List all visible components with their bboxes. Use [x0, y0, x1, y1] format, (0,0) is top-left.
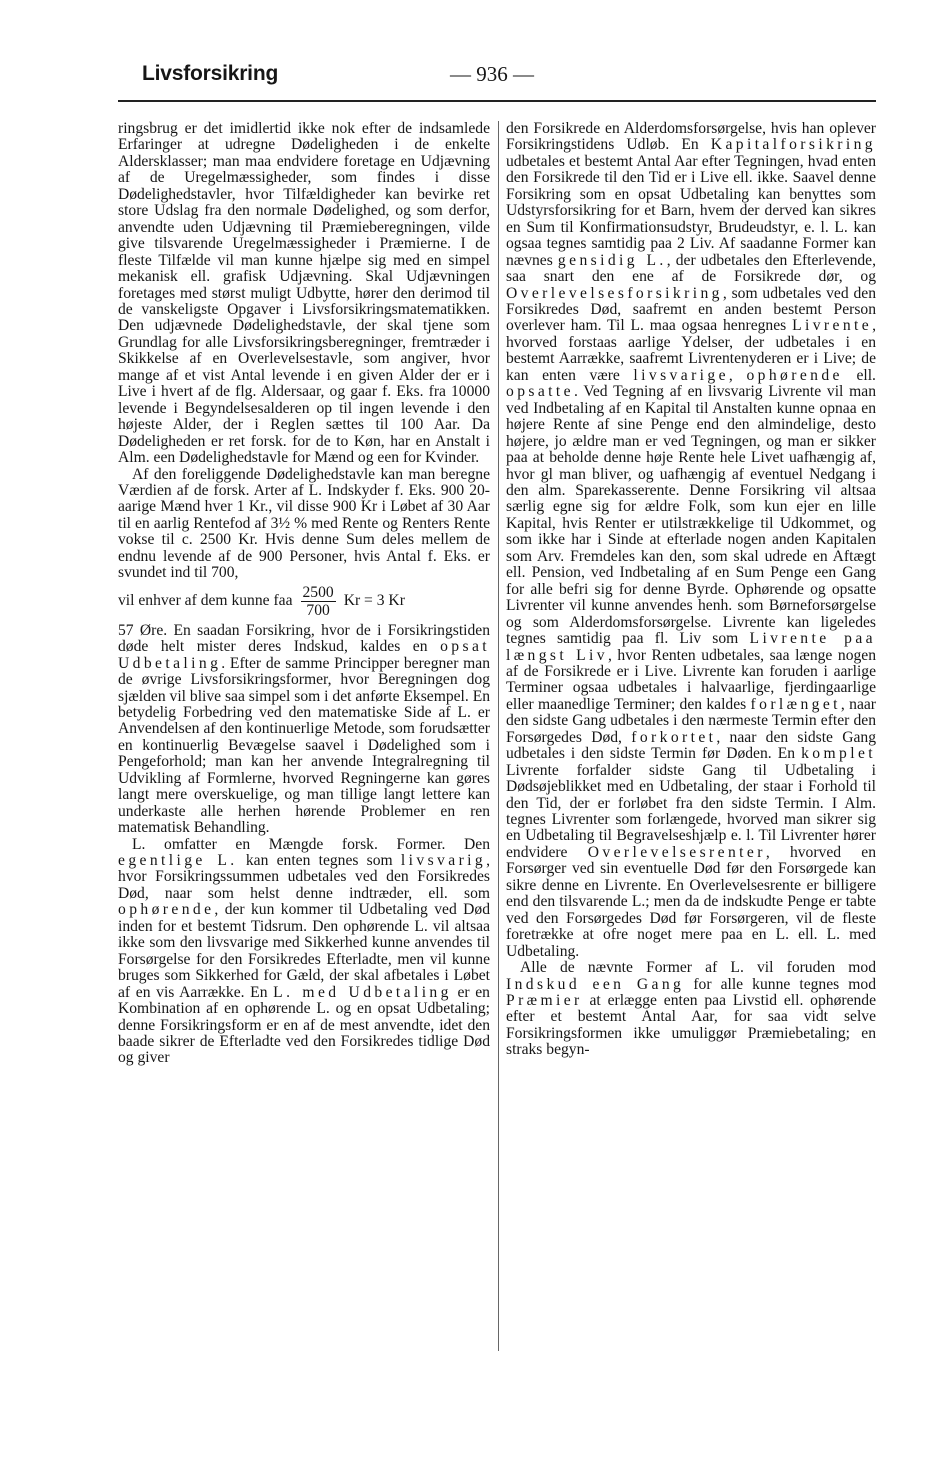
spaced-term: Livrente [792, 317, 873, 335]
paragraph-text: , hvorved forstaas aarlige Ydelser, der udbetales i en bestemt Aarrække, saafremt Livrentenyderen er i Live; de kan enten være [506, 317, 876, 384]
paragraph-text: udbetales et bestemt Antal Aar efter Tegningen, hvad enten den Forsikrede til den Tid er i Live ell. ikke. Saavel denne Forsikring som en opsat Udbetaling kan benyttes som Udstyrsforsikring for et Barn, hvem der derved kan sikres en Sum til Konfirmationsudstyr, Brudeudstyr, e. l. L. kan ogsaa tegnes samtidig paa 2 Liv. Af saadanne Former kan nævnes [506, 152, 876, 269]
column-divider [498, 121, 499, 1351]
paragraph-text: . Ved Tegning af en livsvarig Livrente vil man ved Indbetaling af en Kapital til Anstalten kunne opnaa en højere Rente af sine Penge end den almindelige, desto højere, jo ældre man er ved Tegningen, og man er sikker paa at beholde denne høje Rente hele Livet uafhængig af, hvor gl man bliver, og uafhængig af eventuel Nedgang i den alm. Sparekasserente. Denne Forsikring vil altsaa særlig egne sig for ældre Folk, som kun ejer en lille Kapital, hvis Renter er utilstrækkelige til Udkommet, og som ikke har i Sinde at efterlade nogen anden Kapitalen som Arv. Fremdeles kan den, som skal udrede en Aftægt ell. Pension, ved Indbetaling af en Sum Penge een Gang for alle befri sig for denne Byrde. Ophørende og opsatte Livrenter vil kunne anvendes henh. som Børneforsørgelse og som Alderdomsforsørgelse. Livrente kan ligeledes tegnes samtidig paa fl. Liv som [506, 383, 876, 648]
paragraph-text: at erlægge enten paa Livstid ell. ophørende efter et bestemt Antal Aar, for saa vidt selve Forsikringsformen ikke umuliggør Præmiebetaling; en straks begyn- [506, 992, 876, 1059]
spaced-term: ophørende [746, 366, 843, 384]
spaced-term: livsvarig [400, 852, 487, 870]
formula-text: vil enhver af dem kunne faa [118, 591, 293, 609]
spaced-term: ophørende [118, 901, 215, 919]
header-rule [118, 100, 876, 102]
paragraph [506, 960, 876, 1059]
formula-text: Kr = 3 Kr [343, 591, 405, 609]
paragraph-text: Livrente forfalder sidste Gang til Udbetaling i Dødsøjeblikket med en Udbetaling, der staar i Forhold til den Tid, der er forløbet fra den sidste Termin. I Alm. tegnes Livrenter som forlængede, hvorved man sikrer sig en Udbetaling til Begravelseshjælp e. l. Til Livrenter hører endvidere [506, 761, 876, 861]
spaced-term: komplet [801, 745, 876, 763]
spaced-term: Indskud een Gang [506, 975, 685, 993]
spaced-term: opsatte [506, 383, 574, 401]
paragraph-text: for alle kunne tegnes mod [693, 975, 877, 993]
paragraph-text: , hvorved en Forsørger ved sin eventuelle Død før den Forsørgede kan sikre denne en Livrente. En Overlevelsesrente er billigere end den tilsvarende L.; men da de indskudte Penge er tabte ved den Forsørgedes Død før Forsørgeren, vil de fleste foretrække at ofre noget mere paa en L. ell. L. med Udbetaling. [506, 843, 876, 960]
spaced-term: L. med Udbetaling [273, 983, 452, 1001]
paragraph-text: ringsbrug er det imidlertid ikke nok efter de indsamlede Erfaringer at udregne Dødeligheden i de enkelte Aldersklasser; man maa endvidere foretage en Udjævning af de Uregelmæssigheder, som findes i disse Dødelighedstavler, hvor Tilfældigheder kan bevirke ret store Udslag fra den normale Dødelighed, og som derfor, anvendte uden Udjævning til Præmieberegningen, vilde give tilsvarende Uregelmæssigheder i Præmierne. I de fleste Tilfælde vil man kunne hjælpe sig med en simpel mekanisk ell. grafisk Udjævning. Skal Udjævningen foretages med størst muligt Udbytte, hører den derimod til de vanskeligste Opgaver i Livsforsikringsmatematikken. Den udjævnede Dødelighedstavle, der skal tjene som Grundlag for alle Livsforsikringsberegninger, fremtræder i Skikkelse af en Overlevelsestavle, som angiver, hvor mange af et vist Antal levende i en given Alder der er i Live i hvert af de flg. Aldersaar, og gaar f. Eks. fra 10000 levende i Begyndelsesalderen op til ingen levende i den højeste Alder, der i Reglen sættes til 100 Aar. Da Dødeligheden er ret forsk. for de to Køn, har en Anstalt i Alm. een Dødelighedstavle for Mænd og een for Kvinder. [118, 120, 490, 467]
spaced-term: livsvarige [633, 366, 729, 384]
paragraph [118, 467, 490, 582]
paragraph-text: , naar den sidste Gang udbetales i den nærmeste Termin efter den Forsørgedes Død, [506, 695, 876, 746]
paragraph-text: kan enten tegnes som [245, 852, 393, 870]
paragraph [118, 623, 490, 837]
paragraph-text: , som udbetales ved den Forsikredes Død, saafremt en anden bestemt Person overlever ham. Til L. maa ogsaa henregnes [506, 284, 876, 335]
right-column [506, 121, 876, 1059]
spaced-term: Kapitalforsikring [710, 136, 876, 154]
paragraph-text: , hvor Forsikringssummen udbetales ved den Forsikredes Død, naar som helst denne indtræder, ell. som [118, 852, 490, 902]
left-column [118, 121, 490, 1067]
spaced-term: opsat Udbetaling [118, 638, 490, 672]
paragraph-text: , hvor Renten udbetales, saa længe nogen af de Forsikrede er i Live. Livrente kan foruden i aarlige Terminer ogsaa udbetales i halvaarlige, fjerdingaarlige eller maanedlige Terminer; den kaldes [506, 646, 877, 713]
paragraph-text: , der udbetales den Efterlevende, saa snart den ene af de Forsikrede dør, og [506, 251, 876, 286]
spaced-term: Præmier [506, 992, 583, 1010]
page-header [118, 62, 876, 98]
page-number: — 936 — [450, 62, 534, 86]
running-title: Livsforsikring [142, 62, 279, 85]
paragraph-text: Alle de nævnte Former af L. vil foruden mod [520, 959, 876, 977]
paragraph-text: , [728, 366, 733, 384]
paragraph [506, 121, 876, 960]
fraction [301, 584, 336, 619]
paragraph-text: er en Kombination af en ophørende L. og en opsat Udbetaling; denne Forsikringsform er en af de mest anvendte, idet den baade sikrer de Efterladte ved den Forsikredes tidlige Død og giver [118, 983, 490, 1067]
paragraph-text: Af den foreliggende Dødelighedstavle kan man beregne Værdien af de forsk. Arter af L. Indskyder f. Eks. 900 20-aarige Mænd hver 1 Kr., vil disse 900 Kr i Løbet af 30 Aar til en aarlig Rentefod af 3½ % med Rente og Renters Rente vokse til c. 2500 Kr. Hvis denne Sum deles mellem de endnu levende af de 900 Personer, hvis Antal f. Eks. er svundet ind til 700, [118, 465, 490, 582]
paragraph-text: , naar den sidste Gang udbetales i den sidste Termin før Døden. En [506, 728, 876, 763]
paragraph [118, 837, 490, 1067]
spaced-term: gensidig L. [557, 251, 667, 269]
formula-line [118, 584, 490, 619]
spaced-term: forkortet [631, 728, 717, 746]
paragraph-text: . Efter de samme Principper beregner man de øvrige Livsforsikringsformer, hvor Beregningen dog sjælden vil blive saa simpel som i det anførte Eksempel. En betydelig Forbedring ved den matematiske Side af L. er Anvendelsen af den kontinuerlige Metode, som forudsætter en kontinuerlig Bevægelse saavel i Dødelighed som i Pengeforhold; man kan her anvende Integralregning til Udvikling af Formlerne, hvorved Regningerne kan gøres langt mere overskuelige, og man tillige langt lettere kan underkaste alle herhen hørende Problemer en ren matematisk Behandling. [118, 654, 491, 837]
paragraph-text: L. omfatter en Mængde forsk. Former. Den [132, 835, 490, 853]
spaced-term: Overlevelsesforsikring [506, 284, 723, 302]
paragraph-text: 57 Øre. En saadan Forsikring, hvor de i Forsikringstiden døde helt mister deres Indskud, kaldes en [118, 621, 490, 656]
fraction-denominator: 700 [306, 601, 330, 619]
spaced-term: forlænget [750, 695, 841, 713]
paragraph-text: den Forsikrede en Alderdomsforsørgelse, hvis han oplever Forsikringstidens Udløb. En [506, 120, 876, 154]
spaced-term: Overlevelsesrenter [587, 843, 766, 861]
spaced-term: egentlige L. [118, 852, 238, 870]
paragraph [118, 121, 490, 467]
paragraph-text: ell. [856, 366, 876, 384]
fraction-numerator: 2500 [302, 583, 334, 601]
spaced-term: Livrente paa længst Liv [506, 630, 876, 664]
paragraph-text: , der kun kommer til Udbetaling ved Død inden for et bestemt Tidsrum. Den ophørende L. vil altsaa ikke som den livsvarige med Sikkerhed kunne anvendes til Forsørgelse for den Forsikredes Efterladte, men vil kunne bruges som Sikkerhed for Gæld, der skal afbetales i Løbet af en vis Aarrække. En [118, 901, 490, 1001]
